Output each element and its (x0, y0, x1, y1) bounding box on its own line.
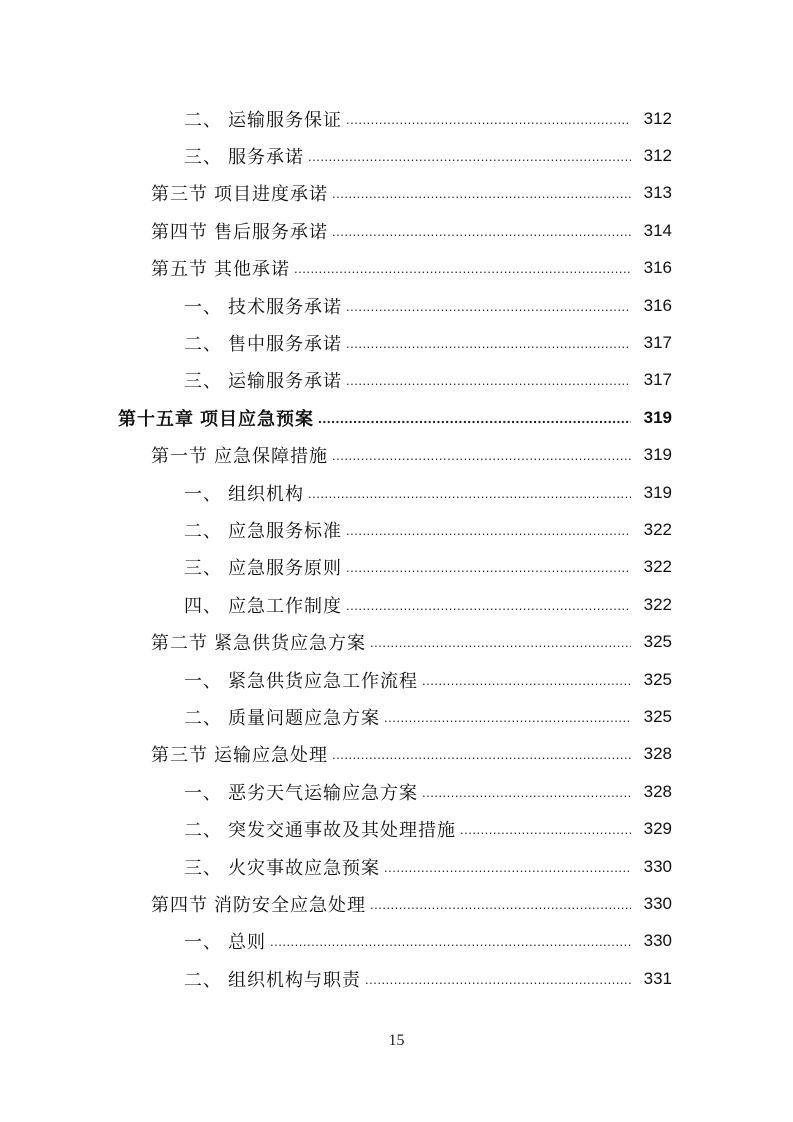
table-of-contents (0, 100, 793, 997)
toc-entry-page: 322 (643, 594, 672, 614)
toc-entry-number: 三、 (184, 147, 222, 169)
toc-dot-leader (308, 146, 631, 166)
toc-entry-page: 331 (643, 968, 672, 988)
toc-dot-leader (365, 969, 631, 989)
toc-entry-title (184, 367, 342, 393)
toc-dot-leader (294, 258, 631, 278)
toc-subsection-entry[interactable] (0, 773, 793, 810)
toc-entry-page: 325 (643, 669, 672, 689)
toc-subsection-entry[interactable] (0, 923, 793, 960)
toc-entry-number: 第三节 (151, 745, 208, 767)
toc-entry-page: 313 (643, 183, 672, 203)
toc-entry-page: 316 (643, 295, 672, 315)
toc-dot-leader (346, 333, 631, 353)
toc-entry-number: 第二节 (151, 633, 208, 655)
toc-entry-number: 第一节 (151, 446, 208, 468)
toc-entry-number: 第四节 (151, 221, 208, 243)
toc-dot-leader (270, 931, 631, 951)
toc-entry-page: 322 (643, 519, 672, 539)
toc-entry-page: 330 (643, 931, 672, 951)
toc-entry-page: 319 (643, 482, 672, 502)
toc-subsection-entry[interactable] (0, 661, 793, 698)
toc-dot-leader (346, 296, 631, 316)
toc-section-entry[interactable] (0, 250, 793, 287)
toc-entry-page: 325 (643, 706, 672, 726)
toc-entry-title (118, 405, 314, 431)
toc-entry-title (184, 928, 266, 954)
toc-entry-number: 二、 (184, 334, 222, 356)
toc-entry-title (151, 218, 328, 244)
toc-entry-text: 项目应急预案 (200, 408, 314, 430)
toc-entry-page: 328 (643, 781, 672, 801)
toc-entry-text: 恶劣天气运输应急方案 (228, 782, 418, 804)
toc-dot-leader (384, 707, 631, 727)
toc-entry-text: 应急保障措施 (214, 446, 328, 468)
toc-entry-number: 二、 (184, 109, 222, 131)
toc-subsection-entry[interactable] (0, 698, 793, 735)
toc-entry-number: 一、 (184, 782, 222, 804)
toc-subsection-entry[interactable] (0, 324, 793, 361)
toc-section-entry[interactable] (0, 437, 793, 474)
toc-entry-title (184, 330, 342, 356)
toc-entry-page: 316 (643, 258, 672, 278)
toc-entry-text: 运输服务保证 (228, 109, 342, 131)
toc-entry-text: 总则 (228, 932, 266, 954)
toc-entry-title (151, 741, 328, 767)
toc-entry-title (151, 891, 366, 917)
toc-entry-page: 330 (643, 893, 672, 913)
toc-entry-page: 312 (643, 108, 672, 128)
toc-entry-page: 330 (643, 856, 672, 876)
toc-entry-title (184, 517, 342, 543)
toc-subsection-entry[interactable] (0, 511, 793, 548)
toc-entry-number: 一、 (184, 670, 222, 692)
toc-entry-text: 组织机构与职责 (228, 969, 361, 991)
toc-entry-number: 四、 (184, 595, 222, 617)
toc-section-entry[interactable] (0, 175, 793, 212)
toc-entry-text: 售中服务承诺 (228, 334, 342, 356)
toc-entry-number: 一、 (184, 296, 222, 318)
toc-entry-page: 325 (643, 632, 672, 652)
toc-dot-leader (318, 408, 631, 428)
toc-entry-text: 服务承诺 (228, 147, 304, 169)
toc-entry-text: 火灾事故应急预案 (228, 857, 380, 879)
toc-entry-number: 第三节 (151, 184, 208, 206)
toc-dot-leader (346, 595, 631, 615)
toc-section-entry[interactable] (0, 736, 793, 773)
toc-entry-text: 运输应急处理 (214, 745, 328, 767)
toc-entry-text: 项目进度承诺 (214, 184, 328, 206)
toc-entry-title (151, 255, 290, 281)
toc-entry-title (184, 592, 342, 618)
toc-entry-page: 319 (643, 407, 672, 427)
toc-subsection-entry[interactable] (0, 287, 793, 324)
toc-dot-leader (346, 520, 631, 540)
page-number: 15 (388, 1032, 405, 1049)
toc-dot-leader (346, 370, 631, 390)
toc-section-entry[interactable] (0, 885, 793, 922)
toc-entry-page: 322 (643, 557, 672, 577)
toc-entry-page: 329 (643, 819, 672, 839)
toc-entry-text: 技术服务承诺 (228, 296, 342, 318)
toc-subsection-entry[interactable] (0, 362, 793, 399)
toc-entry-number: 第十五章 (118, 408, 194, 430)
toc-entry-title (151, 629, 366, 655)
toc-entry-number: 二、 (184, 969, 222, 991)
toc-entry-number: 三、 (184, 558, 222, 580)
toc-entry-title (184, 779, 418, 805)
toc-subsection-entry[interactable] (0, 474, 793, 511)
toc-dot-leader (332, 183, 631, 203)
toc-entry-title (184, 854, 380, 880)
toc-dot-leader (346, 109, 631, 129)
toc-entry-page: 317 (643, 370, 672, 390)
toc-entry-text: 质量问题应急方案 (228, 707, 380, 729)
toc-entry-text: 消防安全应急处理 (214, 894, 366, 916)
toc-entry-number: 二、 (184, 820, 222, 842)
toc-entry-title (184, 106, 342, 132)
toc-entry-number: 第五节 (151, 259, 208, 281)
toc-entry-page: 319 (643, 445, 672, 465)
toc-subsection-entry[interactable] (0, 810, 793, 847)
toc-dot-leader (370, 894, 631, 914)
toc-entry-text: 运输服务承诺 (228, 371, 342, 393)
toc-entry-number: 二、 (184, 707, 222, 729)
toc-entry-title (184, 143, 304, 169)
toc-entry-title (151, 442, 328, 468)
toc-subsection-entry[interactable] (0, 137, 793, 174)
toc-entry-text: 突发交通事故及其处理措施 (228, 820, 456, 842)
toc-dot-leader (384, 857, 631, 877)
toc-dot-leader (332, 445, 631, 465)
toc-entry-number: 一、 (184, 932, 222, 954)
toc-entry-title (151, 180, 328, 206)
toc-entry-text: 紧急供货应急工作流程 (228, 670, 418, 692)
toc-entry-text: 应急服务标准 (228, 520, 342, 542)
toc-dot-leader (308, 483, 631, 503)
toc-entry-text: 紧急供货应急方案 (214, 633, 366, 655)
toc-section-entry[interactable] (0, 623, 793, 660)
toc-entry-title (184, 667, 418, 693)
toc-entry-title (184, 704, 380, 730)
toc-entry-title (184, 966, 361, 992)
toc-dot-leader (422, 670, 631, 690)
toc-subsection-entry[interactable] (0, 586, 793, 623)
toc-entry-number: 二、 (184, 520, 222, 542)
toc-entry-title (184, 816, 456, 842)
toc-entry-title (184, 480, 304, 506)
toc-dot-leader (346, 557, 631, 577)
toc-entry-title (184, 554, 342, 580)
toc-dot-leader (332, 744, 631, 764)
toc-chapter-entry[interactable] (0, 399, 793, 436)
toc-subsection-entry[interactable] (0, 549, 793, 586)
toc-entry-number: 三、 (184, 371, 222, 393)
toc-entry-number: 第四节 (151, 894, 208, 916)
toc-subsection-entry[interactable] (0, 100, 793, 137)
toc-subsection-entry[interactable] (0, 960, 793, 997)
toc-entry-page: 312 (643, 146, 672, 166)
toc-entry-text: 应急工作制度 (228, 595, 342, 617)
toc-entry-number: 一、 (184, 483, 222, 505)
toc-entry-page: 317 (643, 333, 672, 353)
toc-entry-text: 其他承诺 (214, 259, 290, 281)
toc-entry-text: 售后服务承诺 (214, 221, 328, 243)
toc-entry-page: 328 (643, 744, 672, 764)
toc-dot-leader (370, 632, 631, 652)
toc-section-entry[interactable] (0, 212, 793, 249)
toc-entry-text: 应急服务原则 (228, 558, 342, 580)
toc-dot-leader (422, 782, 631, 802)
toc-dot-leader (332, 221, 631, 241)
toc-entry-number: 三、 (184, 857, 222, 879)
toc-entry-text: 组织机构 (228, 483, 304, 505)
toc-entry-title (184, 293, 342, 319)
toc-dot-leader (460, 819, 631, 839)
toc-entry-page: 314 (643, 220, 672, 240)
toc-subsection-entry[interactable] (0, 848, 793, 885)
